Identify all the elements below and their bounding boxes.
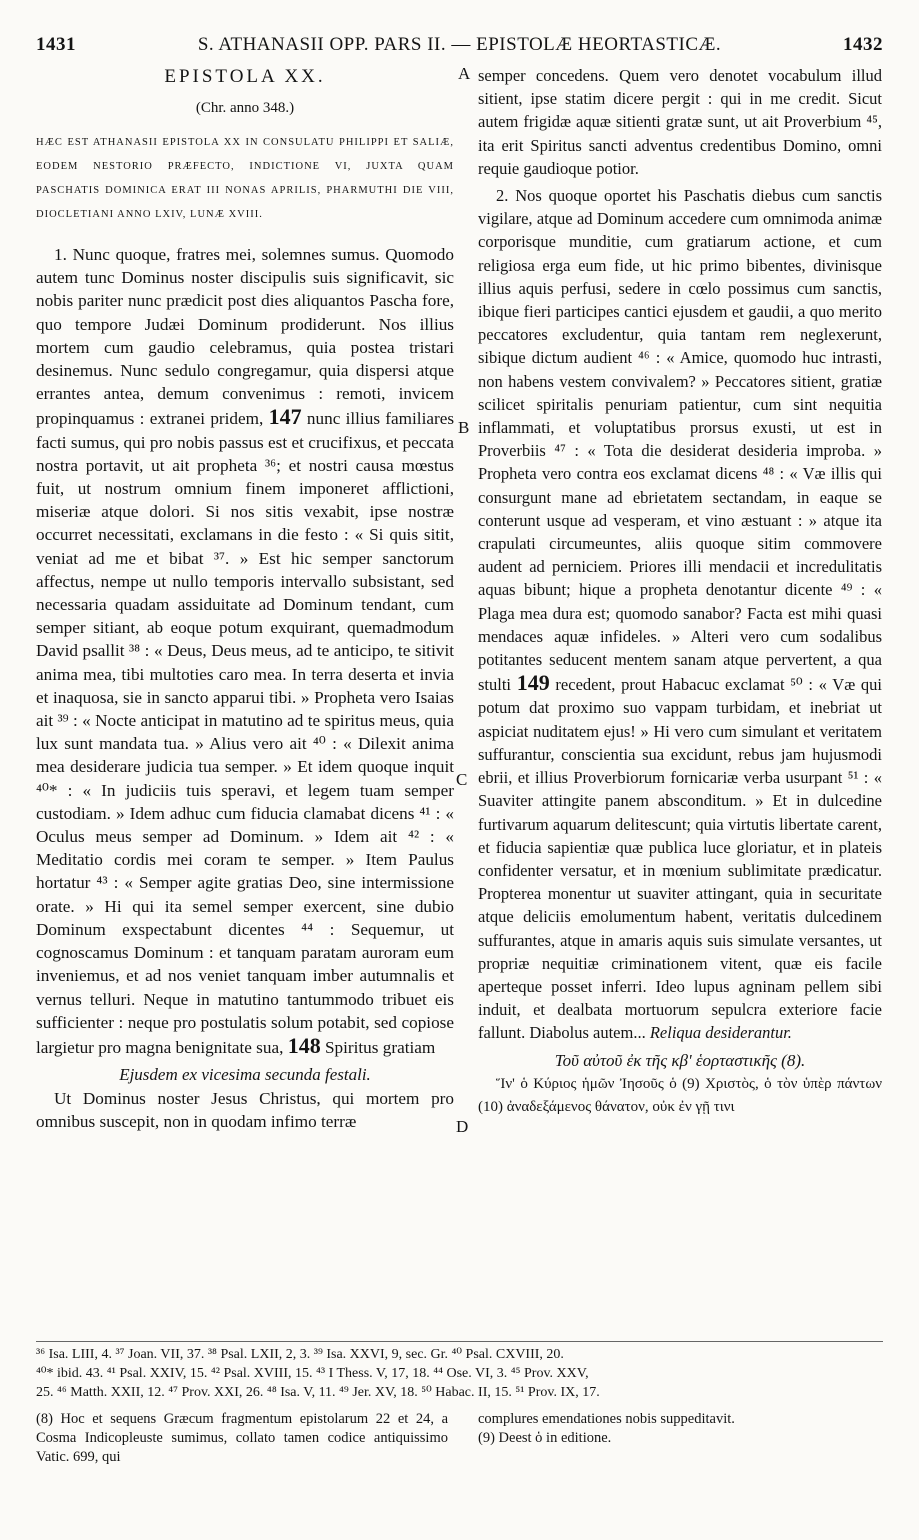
- paragraph-1-part-c: Spiritus gratiam: [324, 1037, 436, 1057]
- margin-marker-b: B: [458, 418, 470, 437]
- editor-note-8-continued: complures emendationes nobis suppeditavit.: [478, 1411, 735, 1427]
- column-number-148: 148: [287, 1032, 321, 1058]
- editor-note-right: [478, 1410, 882, 1448]
- footnote-line-2: ⁴⁰* ibid. 43. ⁴¹ Psal. XXIV, 15. ⁴² Psal. XVIII, 15. ⁴³ I Thess. V, 17, 18. ⁴⁴ Ose. VI, 3. ⁴⁵ Prov. XXV,: [36, 1366, 589, 1381]
- epistle-date: (Chr. anno 348.): [195, 100, 295, 116]
- footnote-line-3: 25. ⁴⁶ Matth. XXII, 12. ⁴⁷ Prov. XXI, 26. ⁴⁸ Isa. V, 11. ⁴⁹ Jer. XV, 18. ⁵⁰ Habac. II, 15. ⁵¹ Prov. IX, 17.: [36, 1385, 600, 1400]
- page-number-right: 1432: [843, 34, 883, 55]
- greek-heading: Τοῦ αὐτοῦ ἐκ τῆς κβ' ἑορταστικῆς (8).: [554, 1050, 806, 1070]
- right-paragraph-1: semper concedens. Quem vero denotet vocabulum illud sitient, ipse statim dicere pergit : qui in me credit. Sicut autem frigidæ aquæ sitienti gratæ sunt, ut ait Proverbium ⁴⁵, ita erit Spiritus sancti adventus credentibus Domino, omni requie gaudioque potior.: [478, 66, 882, 178]
- margin-marker-c: C: [456, 770, 468, 789]
- left-column: [36, 64, 454, 1134]
- column-number-149: 149: [516, 670, 550, 696]
- paragraph-1-part-a: 1. Nunc quoque, fratres mei, solemnes sumus. Quomodo autem tunc Dominus noster discipulis suis significavit, sic nobis pariter nunc prædicit post dies aliquantos Pascha fore, quo tempore Judæi Dominum prodiderunt. Nos illius mortem cum gaudio celebramus, quia postea tristari desinemus. Nunc sedulo congregamur, quia dispersi atque errantes antea, demum convenimus : remoti, invicem propinquamus : extranei pridem,: [36, 245, 454, 429]
- running-header: [36, 34, 883, 58]
- page-number-left: 1431: [36, 34, 76, 55]
- margin-marker-d: D: [456, 1117, 469, 1136]
- paragraph-1-part-b: nunc illius familiares facti sumus, qui pro nobis passus est et crucifixus, et peccata nostra portavit, ut ait propheta ³⁶; et nostri causa mœstus fuit, ut nostrum omnium finem imponeret afflictioni, miseriæ atque dolori. Si nos sitis vexabit, ipse nostræ occurret necessitati, exclamans in die festo : « Si quis sitit, veniat ad me et bibat ³⁷. » Est hic semper sanctorum affectus, nempe ut nullo temporis intervallo subsistant, sed necessaria quadam assiduitate ad Dominum tendant, cum semper sitiant, ab eoque potum exquirant, quemadmodum David psallit ³⁸ : « Deus, Deus meus, ad te anticipo, te sitivit anima mea, tibi multoties caro mea. In terra deserta et invia et inaquosa, sie in sancto apparui tibi. » Propheta vero Isaias ait ³⁹ : « Nocte anticipat in matutino ad te spiritus meus, quia lux sunt mandata tua. » Alius vero ait ⁴⁰ : « Dilexit anima mea desiderare judicia tua semper. » Et idem quoque inquit ⁴⁰* : « In judiciis tuis speravi, et legem tuam semper custodiam. » Idem adhuc cum fiducia clamabat dicens ⁴¹ : « Oculus meus semper ad Dominum. » Idem ait ⁴² : « Meditatio cordis mei coram te semper. » Item Paulus hortatur ⁴³ : « Semper agite gratias Deo, sine intermissione orate. » Hi qui ita semel semper exercent, sine dubio Dominum exspectabunt dicentes ⁴⁴ : Sequemur, ut cognoscamus Dominum : et tanquam paratam auroram eum inveniemus, et ad nos veniet tanquam imber autumnalis et vernus telluri. Neque in matutino tantummodo tribuet eis sufficienter : neque pro postulatis solum potabit, sed copiose largietur pro magna benignitate sua,: [36, 409, 455, 1057]
- scripture-footnotes: [36, 1345, 883, 1402]
- right-column: [478, 64, 882, 1119]
- paragraph-2-part-b: recedent, prout Habacuc exclamat ⁵⁰ : « Væ qui potum dat proximo suo vappam turbidam, et inebriat ut aspiciat nuditatem ejus! » Hi vero cum simulant et veritatem suffurantur, conscientia sua excidunt, rebus jam hujusmodi ebrii, et illius Proverbiorum fornicariæ verba usurpant ⁵¹ : « Suaviter attingite panem absconditum. » Et in dulcedine furtivarum aquarum delitescunt; quia virtutis libertate carent, et fiducia sapientiæ quæ publica luce gloriatur, et in plateis confidenter versatur, et in mœnium sublimitate prædicatur. Propterea monentur ut suaviter attingant, quia in securitate atque deliciis emolumentum habent, veritatis dulcedinem suffurantes, atque in amaris aquis suis simulate versantes, ut propriæ nequitiæ criminationem vitent, quæ eis facile aperteque posset inferri. Ideo lupus agninam pellem sibi induit, et dealbata mortuorum sepulcra exteriore facie fallunt. Diabolus autem...: [478, 675, 883, 1043]
- editor-note-9: (9) Deest ὁ in editione.: [478, 1430, 612, 1446]
- paragraph-2-part-a: 2. Nos quoque oportet his Paschatis diebus cum sanctis vigilare, atque ad Dominum accedere cum omnimoda animæ corporisque munditie, cum gratiarum actione, et cum religiosa erga eum fide, ut hic primo bibentes, divinisque illius aquis perfusi, sedere in cœlo possimus cum sanctis, ibique fieri participes cantici ejusdem et gaudii, a quo merito peccatores excludentur, quia tantam rem neglexerunt, sibique dictum audient ⁴⁶ : « Amice, quomodo huc intrasti, non habens vestem convivalem? » Peccatores sitient, gratiæ scilicet spiritalis penuriam patientur, cum sint nequitia inflammati, et voluptatibus prorsus exusti, ut est in Proverbiis ⁴⁷ : « Tota die desiderat desideria improba. » Propheta vero contra eos exclamat dicens ⁴⁸ : « Væ illis qui consurgunt mane ad ebrietatem sectandam, in eaque se conterunt usque ad vesperam, et vino æstuant : » atque ita crapulati circumeuntes, aliis quoque sitim commovere audent ad perniciem. Priores illi mendacii et incredulitatis aquas bibunt; hique a propheta denotantur dicente ⁴⁹ : « Plaga mea dura est; quomodo sanabor? Facta est mihi quasi mendaces aquæ infideles. » Alteri vero cum sodalibus potitantes seducent mentem sanam atque pervertent, a qua stulti: [478, 186, 882, 695]
- footnote-divider: [36, 1341, 883, 1342]
- running-title: S. ATHANASII OPP. PARS II. — EPISTOLÆ HEORTASTICÆ.: [197, 34, 722, 55]
- reliqua-note: Reliqua desiderantur.: [649, 1023, 792, 1043]
- paragraph-1: [36, 243, 454, 1059]
- editor-note-8: (8) Hoc et sequens Græcum fragmentum epistolarum 22 et 24, a Cosma Indicopleuste sumimus, collato tamen codice antiquissimo Vatic. 699, qui: [36, 1411, 448, 1465]
- epistle-argument: HÆC EST ATHANASII EPISTOLA XX IN CONSULATU PHILIPPI ET SALIÆ, EODEM NESTORIO PRÆFECTO, INDICTIONE VI, JUXTA QUAM PASCHATIS DOMINICA ERAT III NONAS APRILIS, PHARMUTHI DIE VIII, DIOCLETIANI ANNO LXIV, LUNÆ XVIII.: [36, 137, 454, 220]
- fragment-subheading: Ejusdem ex vicesima secunda festali.: [119, 1065, 371, 1085]
- editor-note-left: [36, 1410, 448, 1467]
- margin-marker-a: A: [458, 64, 471, 83]
- paragraph-2: [478, 184, 882, 1045]
- fragment-paragraph: Ut Dominus noster Jesus Christus, qui mortem pro omnibus suscepit, non in quodam infimo terræ: [36, 1089, 454, 1132]
- epistle-title: EPISTOLA XX.: [164, 66, 326, 87]
- greek-fragment: Ἵν' ὁ Κύριος ἡμῶν Ἰησοῦς ὁ (9) Χριστὸς, ὁ τὸν ὑπὲρ πάντων (10) ἀναδεξάμενος θάνατον, οὐκ ἐν γῇ τινι: [478, 1075, 882, 1115]
- footnote-line-1: ³⁶ Isa. LIII, 4. ³⁷ Joan. VII, 37. ³⁸ Psal. LXII, 2, 3. ³⁹ Isa. XXVI, 9, sec. Gr. ⁴⁰ Psal. CXVIII, 20.: [36, 1347, 564, 1362]
- column-number-147: 147: [268, 404, 302, 430]
